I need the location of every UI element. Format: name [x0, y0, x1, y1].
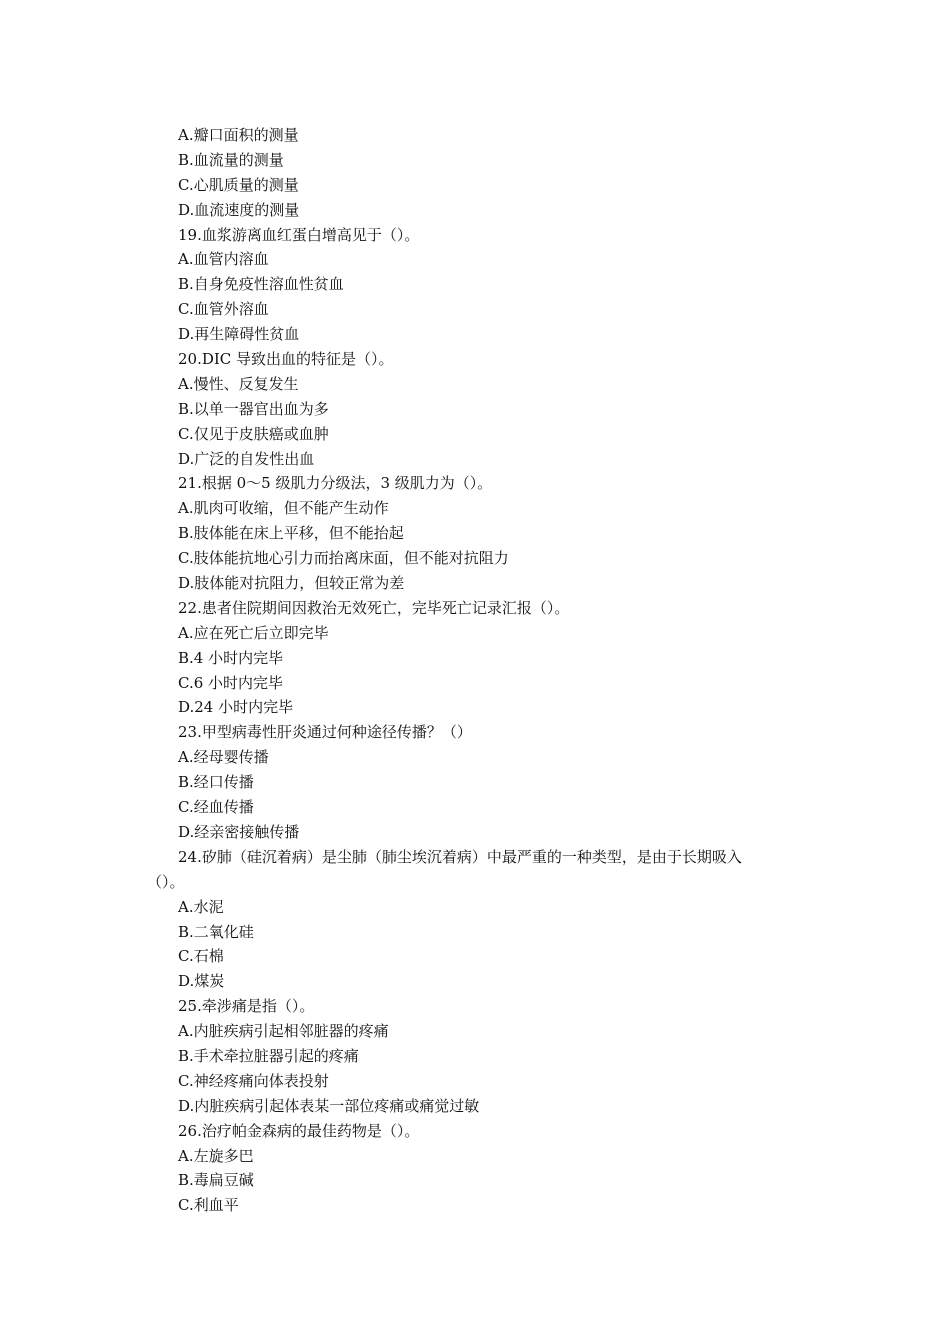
option-line: B.自身免疫性溶血性贫血	[178, 275, 344, 294]
option-line: B.4 小时内完毕	[178, 648, 284, 667]
option-line: B.毒扁豆碱	[178, 1171, 254, 1190]
option-line: D.再生障碍性贫血	[178, 325, 300, 344]
question-line: 20.DIC 导致出血的特征是（）。	[178, 350, 394, 369]
option-line: A.血管内溶血	[178, 250, 269, 269]
question-line: 26.治疗帕金森病的最佳药物是（）。	[178, 1121, 420, 1140]
option-line: D.广泛的自发性出血	[178, 449, 315, 468]
question-line: 19.血浆游离血红蛋白增高见于（）。	[178, 225, 420, 244]
option-line: A.慢性、反复发生	[178, 374, 299, 393]
option-line: D.经亲密接触传播	[178, 822, 300, 841]
question-line: 21.根据 0～5 级肌力分级法，3 级肌力为（）。	[178, 474, 493, 493]
option-line: C.仅见于皮肤癌或血肿	[178, 424, 329, 443]
option-line: D.肢体能对抗阻力，但较正常为差	[178, 574, 405, 593]
option-line: C.6 小时内完毕	[178, 673, 284, 692]
option-line: B.二氧化硅	[178, 922, 254, 941]
option-line: C.肢体能抗地心引力而抬离床面，但不能对抗阻力	[178, 549, 509, 568]
question-line: 23.甲型病毒性肝炎通过何种途径传播？（）	[178, 723, 472, 742]
option-line: A.内脏疾病引起相邻脏器的疼痛	[178, 1022, 389, 1041]
option-line: C.血管外溶血	[178, 300, 269, 319]
option-line: C.经血传播	[178, 798, 254, 817]
option-line: A.左旋多巴	[178, 1146, 254, 1165]
option-line: A.瓣口面积的测量	[178, 126, 299, 144]
option-line: D.内脏疾病引起体表某一部位疼痛或痛觉过敏	[178, 1096, 480, 1115]
option-line: A.应在死亡后立即完毕	[178, 623, 329, 642]
question-line: 22.患者住院期间因救治无效死亡，完毕死亡记录汇报（）。	[178, 598, 570, 617]
option-line: D.24 小时内完毕	[178, 698, 294, 717]
option-line: C.利血平	[178, 1196, 239, 1215]
option-line: A.经母婴传播	[178, 748, 269, 767]
question-line-continuation: （）。	[147, 872, 185, 891]
question-line: 24.矽肺（硅沉着病）是尘肺（肺尘埃沉着病）中最严重的一种类型，是由于长期吸入	[178, 847, 742, 866]
option-line: A.肌肉可收缩，但不能产生动作	[178, 499, 389, 518]
option-line: D.煤炭	[178, 972, 225, 991]
option-line: C.石棉	[178, 947, 224, 966]
option-line: A.水泥	[178, 897, 224, 916]
option-line: B.肢体能在床上平移，但不能抬起	[178, 524, 404, 543]
question-text-block	[147, 123, 811, 1218]
option-line: B.以单一器官出血为多	[178, 399, 329, 418]
question-line: 25.牵涉痛是指（）。	[178, 997, 315, 1016]
option-line: B.经口传播	[178, 773, 254, 792]
option-line: B.手术牵拉脏器引起的疼痛	[178, 1046, 359, 1065]
option-line: C.心肌质量的测量	[178, 175, 299, 194]
option-line: D.血流速度的测量	[178, 200, 300, 219]
option-line: B.血流量的测量	[178, 150, 284, 169]
option-line: C.神经疼痛向体表投射	[178, 1071, 329, 1090]
